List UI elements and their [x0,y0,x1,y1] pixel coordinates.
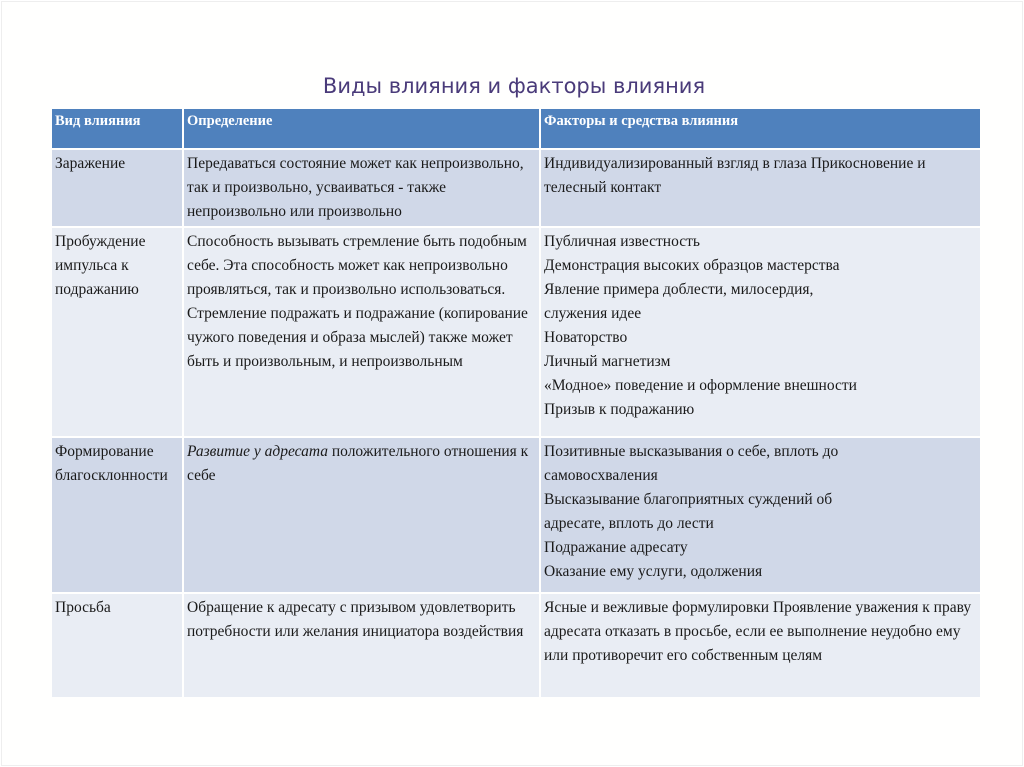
definition-italic: Развитие у адресата [187,443,328,460]
table-row [52,438,980,592]
cell-type: Просьба [52,594,182,697]
header-definition: Определение [184,109,539,148]
cell-type: Формирование благосклонности [52,438,182,592]
factor-item: «Модное» поведение и оформление внешности [544,377,857,394]
cell-factors [541,150,980,226]
cell-factors [541,228,980,436]
cell-factors [541,438,980,592]
factor-item: Явление примера доблести, милосердия, служения идее [544,281,814,322]
table-row [52,228,980,436]
cell-definition: Способность вызывать стремление быть подобным себе. Эта способность может как непроизвольно проявляться, так и произвольно использоваться. Стремление подражать и подражание (копирование чужого поведения и образа мыслей) также может быть и произвольным, и непроизвольным [184,228,539,436]
cell-factors [541,594,980,697]
slide [1,1,1023,766]
cell-type: Заражение [52,150,182,226]
header-factors: Факторы и средства влияния [541,109,980,148]
factor-item: Личный магнетизм [544,353,671,370]
cell-type: Пробуждение импульса к подражанию [52,228,182,436]
factor-item: Демонстрация высоких образцов мастерства [544,257,840,274]
cell-definition [184,438,539,592]
factor-item: Призыв к подражанию [544,401,695,418]
factor-item: Индивидуализированный взгляд в глаза Прикосновение и телесный контакт [544,155,926,196]
factor-item: Ясные и вежливые формулировки Проявление уважения к праву адресата отказать в просьбе, если ее выполнение неудобно ему или противоречит его собственным целям [544,599,972,664]
influence-table [50,107,982,699]
definition-text: положительного отношения к себе [187,443,529,484]
factor-item: Позитивные высказывания о себе, вплоть до самовосхваления [544,443,839,484]
factor-item: Новаторство [544,329,628,346]
factor-item: Подражание адресату [544,539,688,556]
cell-definition: Передаваться состояние может как непроизвольно, так и произвольно, усваиваться - также непроизвольно или произвольно [184,150,539,226]
cell-definition: Обращение к адресату с призывом удовлетворить потребности или желания инициатора воздействия [184,594,539,697]
slide-title: Виды влияния и факторы влияния [322,74,706,98]
factor-item: Высказывание благоприятных суждений об адресате, вплоть до лести [544,491,833,532]
table-row [52,150,980,226]
factor-item: Публичная известность [544,233,700,250]
header-type: Вид влияния [52,109,182,148]
table-row [52,594,980,697]
table-header-row [52,109,980,148]
factor-item: Оказание ему услуги, одолжения [544,563,763,580]
